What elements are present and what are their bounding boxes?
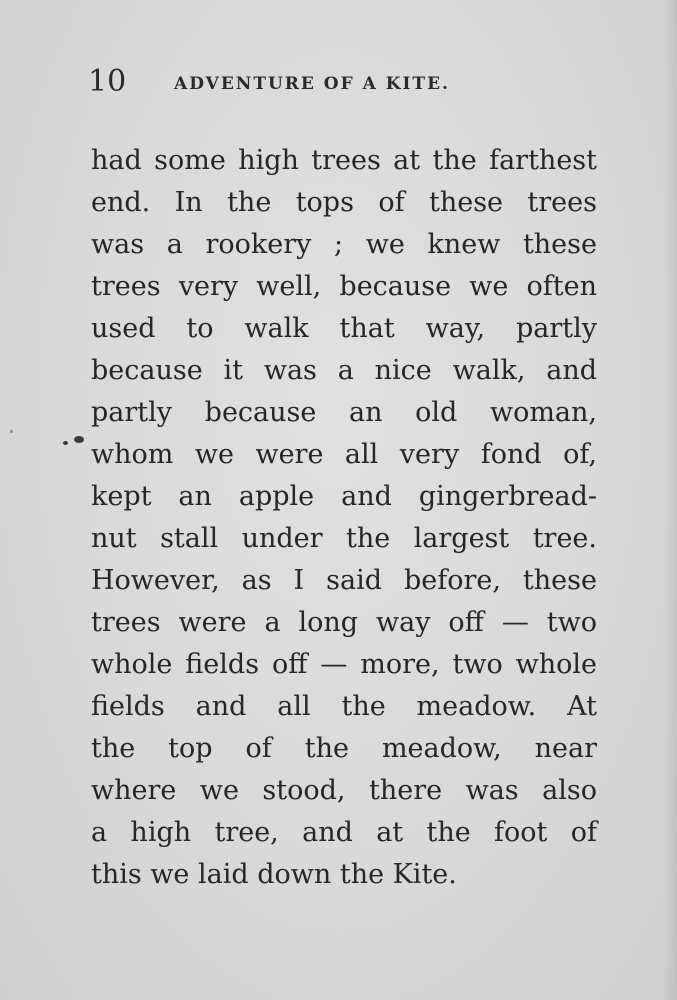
page-edge-shadow: [663, 0, 677, 1000]
text-line: trees very well, because we often: [91, 271, 597, 302]
text-line: because it was a nice walk, and: [91, 355, 597, 386]
text-line: However, as I said before, these: [91, 565, 597, 596]
text-line: where we stood, there was also: [91, 775, 597, 806]
text-line: used to walk that way, partly: [91, 313, 597, 344]
text-line: this we laid down the Kite.: [91, 859, 457, 890]
text-line: the top of the meadow, near: [91, 733, 597, 764]
page-number: 10: [88, 64, 127, 99]
text-line: partly because an old woman,: [91, 397, 597, 428]
text-line: trees were a long way off — two: [91, 607, 597, 638]
text-line: whom we were all very fond of,: [91, 439, 597, 470]
text-line: end. In the tops of these trees: [91, 187, 597, 218]
text-line: was a rookery ; we knew these: [91, 229, 597, 260]
ink-speck: [74, 436, 84, 443]
running-head: [88, 62, 608, 102]
text-line: fields and all the meadow. At: [91, 691, 597, 722]
text-line: had some high trees at the farthest: [91, 145, 597, 176]
text-line: nut stall under the largest tree.: [91, 523, 597, 554]
ink-speck: [10, 430, 13, 433]
body-text: [91, 140, 597, 896]
text-line: whole fields off — more, two whole: [91, 649, 597, 680]
running-head-title: ADVENTURE OF A KITE.: [174, 74, 450, 94]
ink-speck: [63, 441, 68, 445]
text-line: a high tree, and at the foot of: [91, 817, 597, 848]
text-line: kept an apple and gingerbread-: [91, 481, 597, 512]
